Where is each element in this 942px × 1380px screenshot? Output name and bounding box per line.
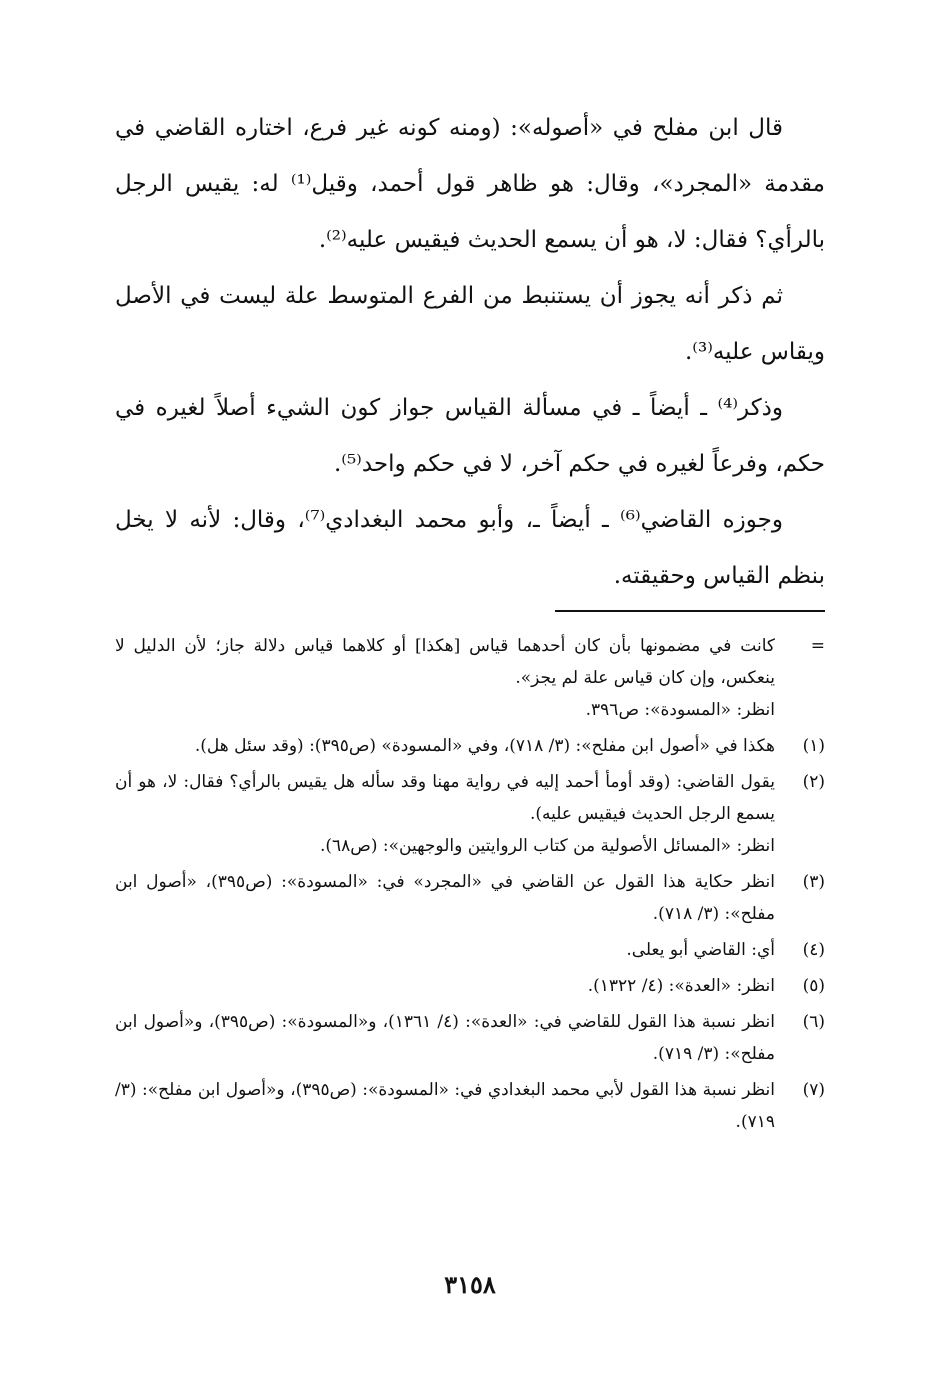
footnote-line: انظر حكاية هذا القول عن القاضي في «المجرد» في: «المسودة»: (ص٣٩٥)، «أصول ابن مفلح»: (٣/ ٧١٨). [115,872,775,924]
footnote-number: (٣) [802,872,825,892]
footnote-6 [115,1006,825,1070]
footnote-line: انظر: «العدة»: (٤/ ١٣٢٢). [587,976,775,996]
footnote-body [115,970,775,1002]
footnote-number: (١) [802,736,825,756]
footnote-line: انظر نسبة هذا القول لأبي محمد البغدادي في: «المسودة»: (ص٣٩٥)، و«أصول ابن مفلح»: (٣/ ٧١٩). [115,1080,775,1132]
footnote-7 [115,1074,825,1138]
footnote-line: انظر: «المسائل الأصولية من كتاب الروايتين والوجهين»: (ص٦٨). [319,836,775,856]
footnotes-block [115,630,825,1142]
footnote-line: يقول القاضي: (وقد أومأ أحمد إليه في رواية مهنا وقد سأله هل يقيس بالرأي؟ فقال: لا، هو أن يسمع الرجل الحديث فيقيس عليه). [115,772,775,824]
footnote-body [115,1074,775,1138]
footnote-number: (٢) [802,772,825,792]
footnote-body [115,730,775,762]
footnote-1 [115,730,825,762]
footnote-line: كانت في مضمونها بأن كان أحدهما قياس [هكذا] أو كلاهما قياس دلالة جاز؛ لأن الدليل لا ينعكس، وإن كان قياس علة لم يجز». [115,636,775,688]
main-paragraph: وذكر⁽⁴⁾ ـ أيضاً ـ في مسألة القياس جواز كون الشيء أصلاً لغيره في حكم، وفرعاً لغيره في حكم آخر، لا في حكم واحد⁽⁵⁾. [115,395,825,477]
footnote-line: أي: القاضي أبو يعلى. [626,940,775,960]
page-number: ٣١٥٨ [444,1270,496,1299]
main-paragraph: ثم ذكر أنه يجوز أن يستنبط من الفرع المتوسط علة ليست في الأصل ويقاس عليه⁽³⁾. [115,283,825,365]
footnote-number: (٥) [802,976,825,996]
main-paragraph: قال ابن مفلح في «أصوله»: (ومنه كونه غير فرع، اختاره القاضي في مقدمة «المجرد»، وقال: هو ظاهر قول أحمد، وقيل⁽¹⁾ له: يقيس الرجل بالرأي؟ فقال: لا، هو أن يسمع الحديث فيقيس عليه⁽²⁾. [115,115,825,253]
footnote-marker: = [810,636,825,656]
main-paragraph: وجوزه القاضي⁽⁶⁾ ـ أيضاً ـ، وأبو محمد البغدادي⁽⁷⁾، وقال: لأنه لا يخل بنظم القياس وحقيقته. [115,507,825,589]
footnote-body [115,934,775,966]
main-text-block [115,100,825,604]
footnote-2 [115,766,825,862]
footnote-line: انظر نسبة هذا القول للقاضي في: «العدة»: (٤/ ١٣٦١)، و«المسودة»: (ص٣٩٥)، و«أصول ابن مفلح»: (٣/ ٧١٩). [115,1012,775,1064]
footnote-number: (٤) [802,940,825,960]
book-page [115,100,825,1300]
footnote-line: انظر: «المسودة»: ص٣٩٦. [585,700,775,720]
footnote-body [115,866,775,930]
footnote-body [115,766,775,862]
footnote-continuation [115,630,825,726]
footnote-line: هكذا في «أصول ابن مفلح»: (٣/ ٧١٨)، وفي «المسودة» (ص٣٩٥): (وقد سئل هل). [194,736,775,756]
footnote-number: (٦) [802,1012,825,1032]
footnote-body [115,1006,775,1070]
footnote-5 [115,970,825,1002]
footnote-3 [115,866,825,930]
footnote-4 [115,934,825,966]
footnote-separator-rule [555,610,825,612]
footnote-number: (٧) [802,1080,825,1100]
footnote-body [115,630,775,726]
